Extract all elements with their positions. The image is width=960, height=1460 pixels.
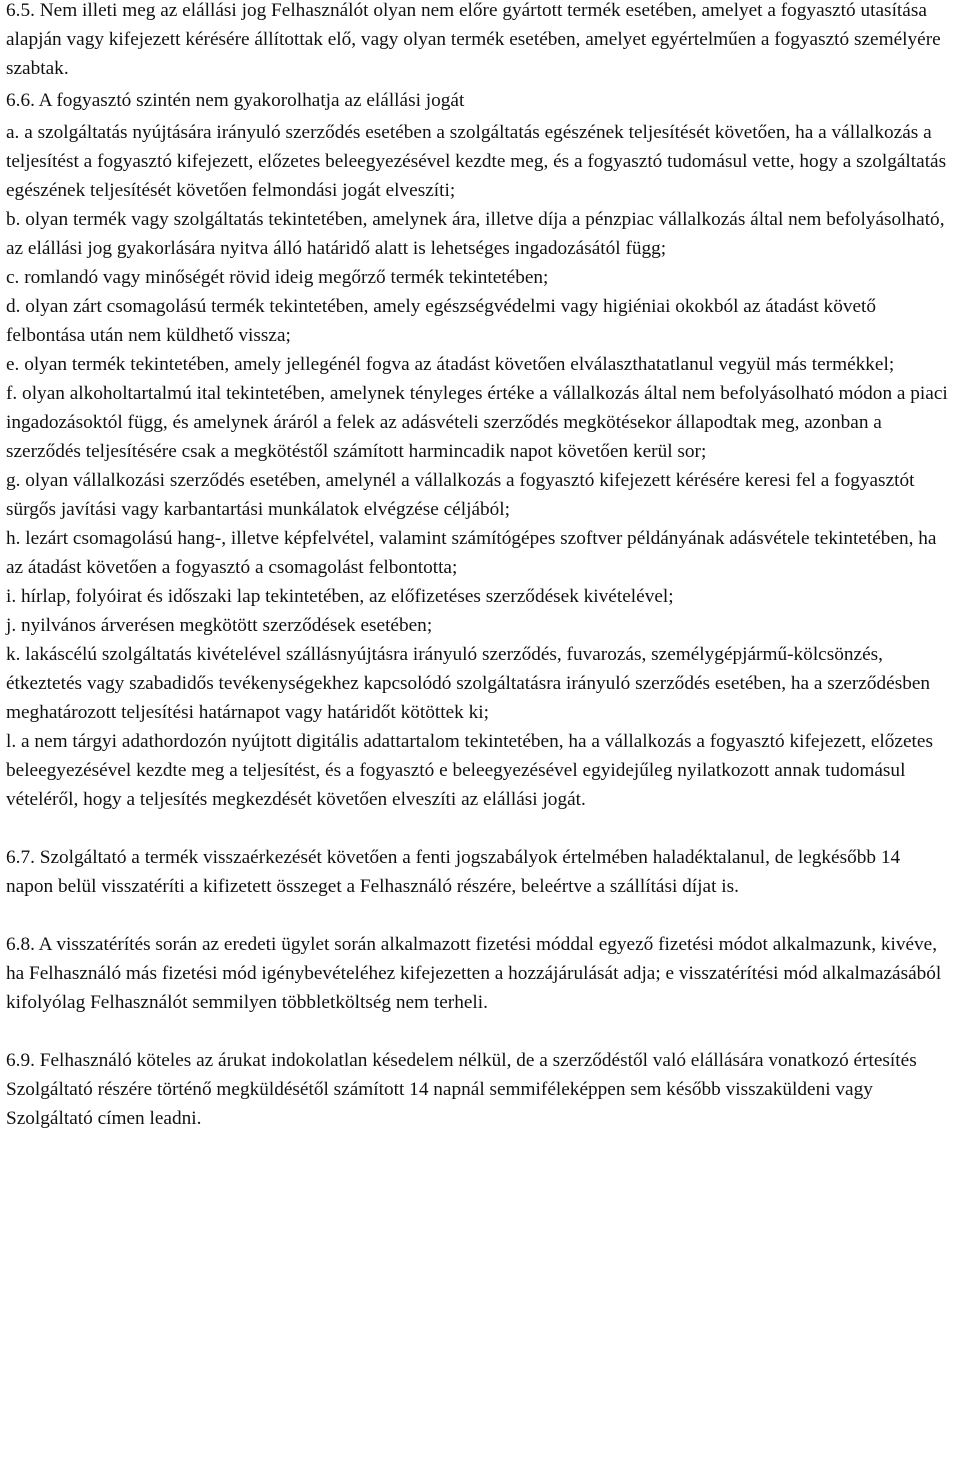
section-6-6-heading: 6.6. A fogyasztó szintén nem gyakorolhatja az elállási jogát — [6, 90, 465, 111]
section-6-5: 6.5. Nem illeti meg az elállási jog Felhasználót olyan nem előre gyártott termék esetében, amelyet a fogyasztó utasítása alapján vagy kifejezett kérésére állítottak elő, vagy olyan termék esetében, amelyet egyértelműen a fogyasztó személyére szabtak. — [6, 0, 941, 79]
list-item-e: e. olyan termék tekintetében, amely jellegénél fogva az átadást követően elválaszthatatlanul vegyül más termékkel; — [6, 354, 895, 375]
list-item-k: k. lakáscélú szolgáltatás kivételével szállásnyújtásra irányuló szerződés, fuvarozás, személygépjármű-kölcsönzés, étkeztetés vagy szabadidős tevékenységekhez kapcsolódó szolgáltatásra irányuló szerződés esetében, ha a szerződésben meghatározott teljesítési határnapot vagy határidőt kötöttek ki; — [6, 644, 931, 723]
section-6-6-list — [6, 118, 952, 814]
spacer — [6, 814, 952, 843]
list-item-g: g. olyan vállalkozási szerződés esetében, amelynél a vállalkozás a fogyasztó kifejezett kérésére keresi fel a fogyasztót sürgős javítási vagy karbantartási munkálatok elvégzése céljából; — [6, 470, 915, 520]
section-6-9: 6.9. Felhasználó köteles az árukat indokolatlan késedelem nélkül, de a szerződéstől való elállására vonatkozó értesítés Szolgáltató részére történő megküldésétől számított 14 napnál semmiféleképpen sem később visszaküldeni vagy Szolgáltató címen leadni. — [6, 1050, 917, 1129]
spacer — [6, 1017, 952, 1046]
list-item-h: h. lezárt csomagolású hang-, illetve képfelvétel, valamint számítógépes szoftver példányának adásvétele tekintetében, ha az átadást követően a fogyasztó a csomagolást felbontotta; — [6, 528, 937, 578]
list-item-l: l. a nem tárgyi adathordozón nyújtott digitális adattartalom tekintetében, ha a vállalkozás a fogyasztó kifejezett, előzetes beleegyezésével kezdte meg a teljesítést, és a fogyasztó e beleegyezésével egyidejűleg nyilatkozott annak tudomásul vételéről, hogy a teljesítés megkezdését követően elveszíti az elállási jogát. — [6, 731, 933, 810]
list-item-b: b. olyan termék vagy szolgáltatás tekintetében, amelynek ára, illetve díja a pénzpiac vállalkozás által nem befolyásolható, az elállási jog gyakorlására nyitva álló határidő alatt is lehetséges ingadozásától függ; — [6, 209, 945, 259]
section-6-8: 6.8. A visszatérítés során az eredeti ügylet során alkalmazott fizetési móddal egyező fizetési módot alkalmazunk, kivéve, ha Felhasználó más fizetési mód igénybevételéhez kifejezetten a hozzájárulását adja; e visszatérítési mód alkalmazásából kifolyólag Felhasználót semmilyen többletköltség nem terheli. — [6, 934, 942, 1013]
list-item-a: a. a szolgáltatás nyújtására irányuló szerződés esetében a szolgáltatás egészének teljesítését követően, ha a vállalkozás a teljesítést a fogyasztó kifejezett, előzetes beleegyezésével kezdte meg, és a fogyasztó tudomásul vette, hogy a szolgáltatás egészének teljesítését követően felmondási jogát elveszíti; — [6, 122, 947, 201]
list-item-c: c. romlandó vagy minőségét rövid ideig megőrző termék tekintetében; — [6, 267, 549, 288]
list-item-d: d. olyan zárt csomagolású termék tekintetében, amely egészségvédelmi vagy higiéniai okokból az átadást követő felbontása után nem küldhető vissza; — [6, 296, 877, 346]
section-6-7: 6.7. Szolgáltató a termék visszaérkezését követően a fenti jogszabályok értelmében haladéktalanul, de legkésőbb 14 napon belül visszatéríti a kifizetett összeget a Felhasználó részére, beleértve a szállítási díjat is. — [6, 847, 901, 897]
list-item-i: i. hírlap, folyóirat és időszaki lap tekintetében, az előfizetéses szerződések kivételével; — [6, 586, 674, 607]
spacer — [6, 901, 952, 930]
list-item-j: j. nyilvános árverésen megkötött szerződések esetében; — [6, 615, 433, 636]
list-item-f: f. olyan alkoholtartalmú ital tekintetében, amelynek tényleges értéke a vállalkozás által nem befolyásolható módon a piaci ingadozásoktól függ, és amelynek áráról a felek az adásvételi szerződés megkötésekor állapodtak meg, azonban a szerződés teljesítésére csak a megkötéstől számított harmincadik napot követően kerül sor; — [6, 383, 948, 462]
